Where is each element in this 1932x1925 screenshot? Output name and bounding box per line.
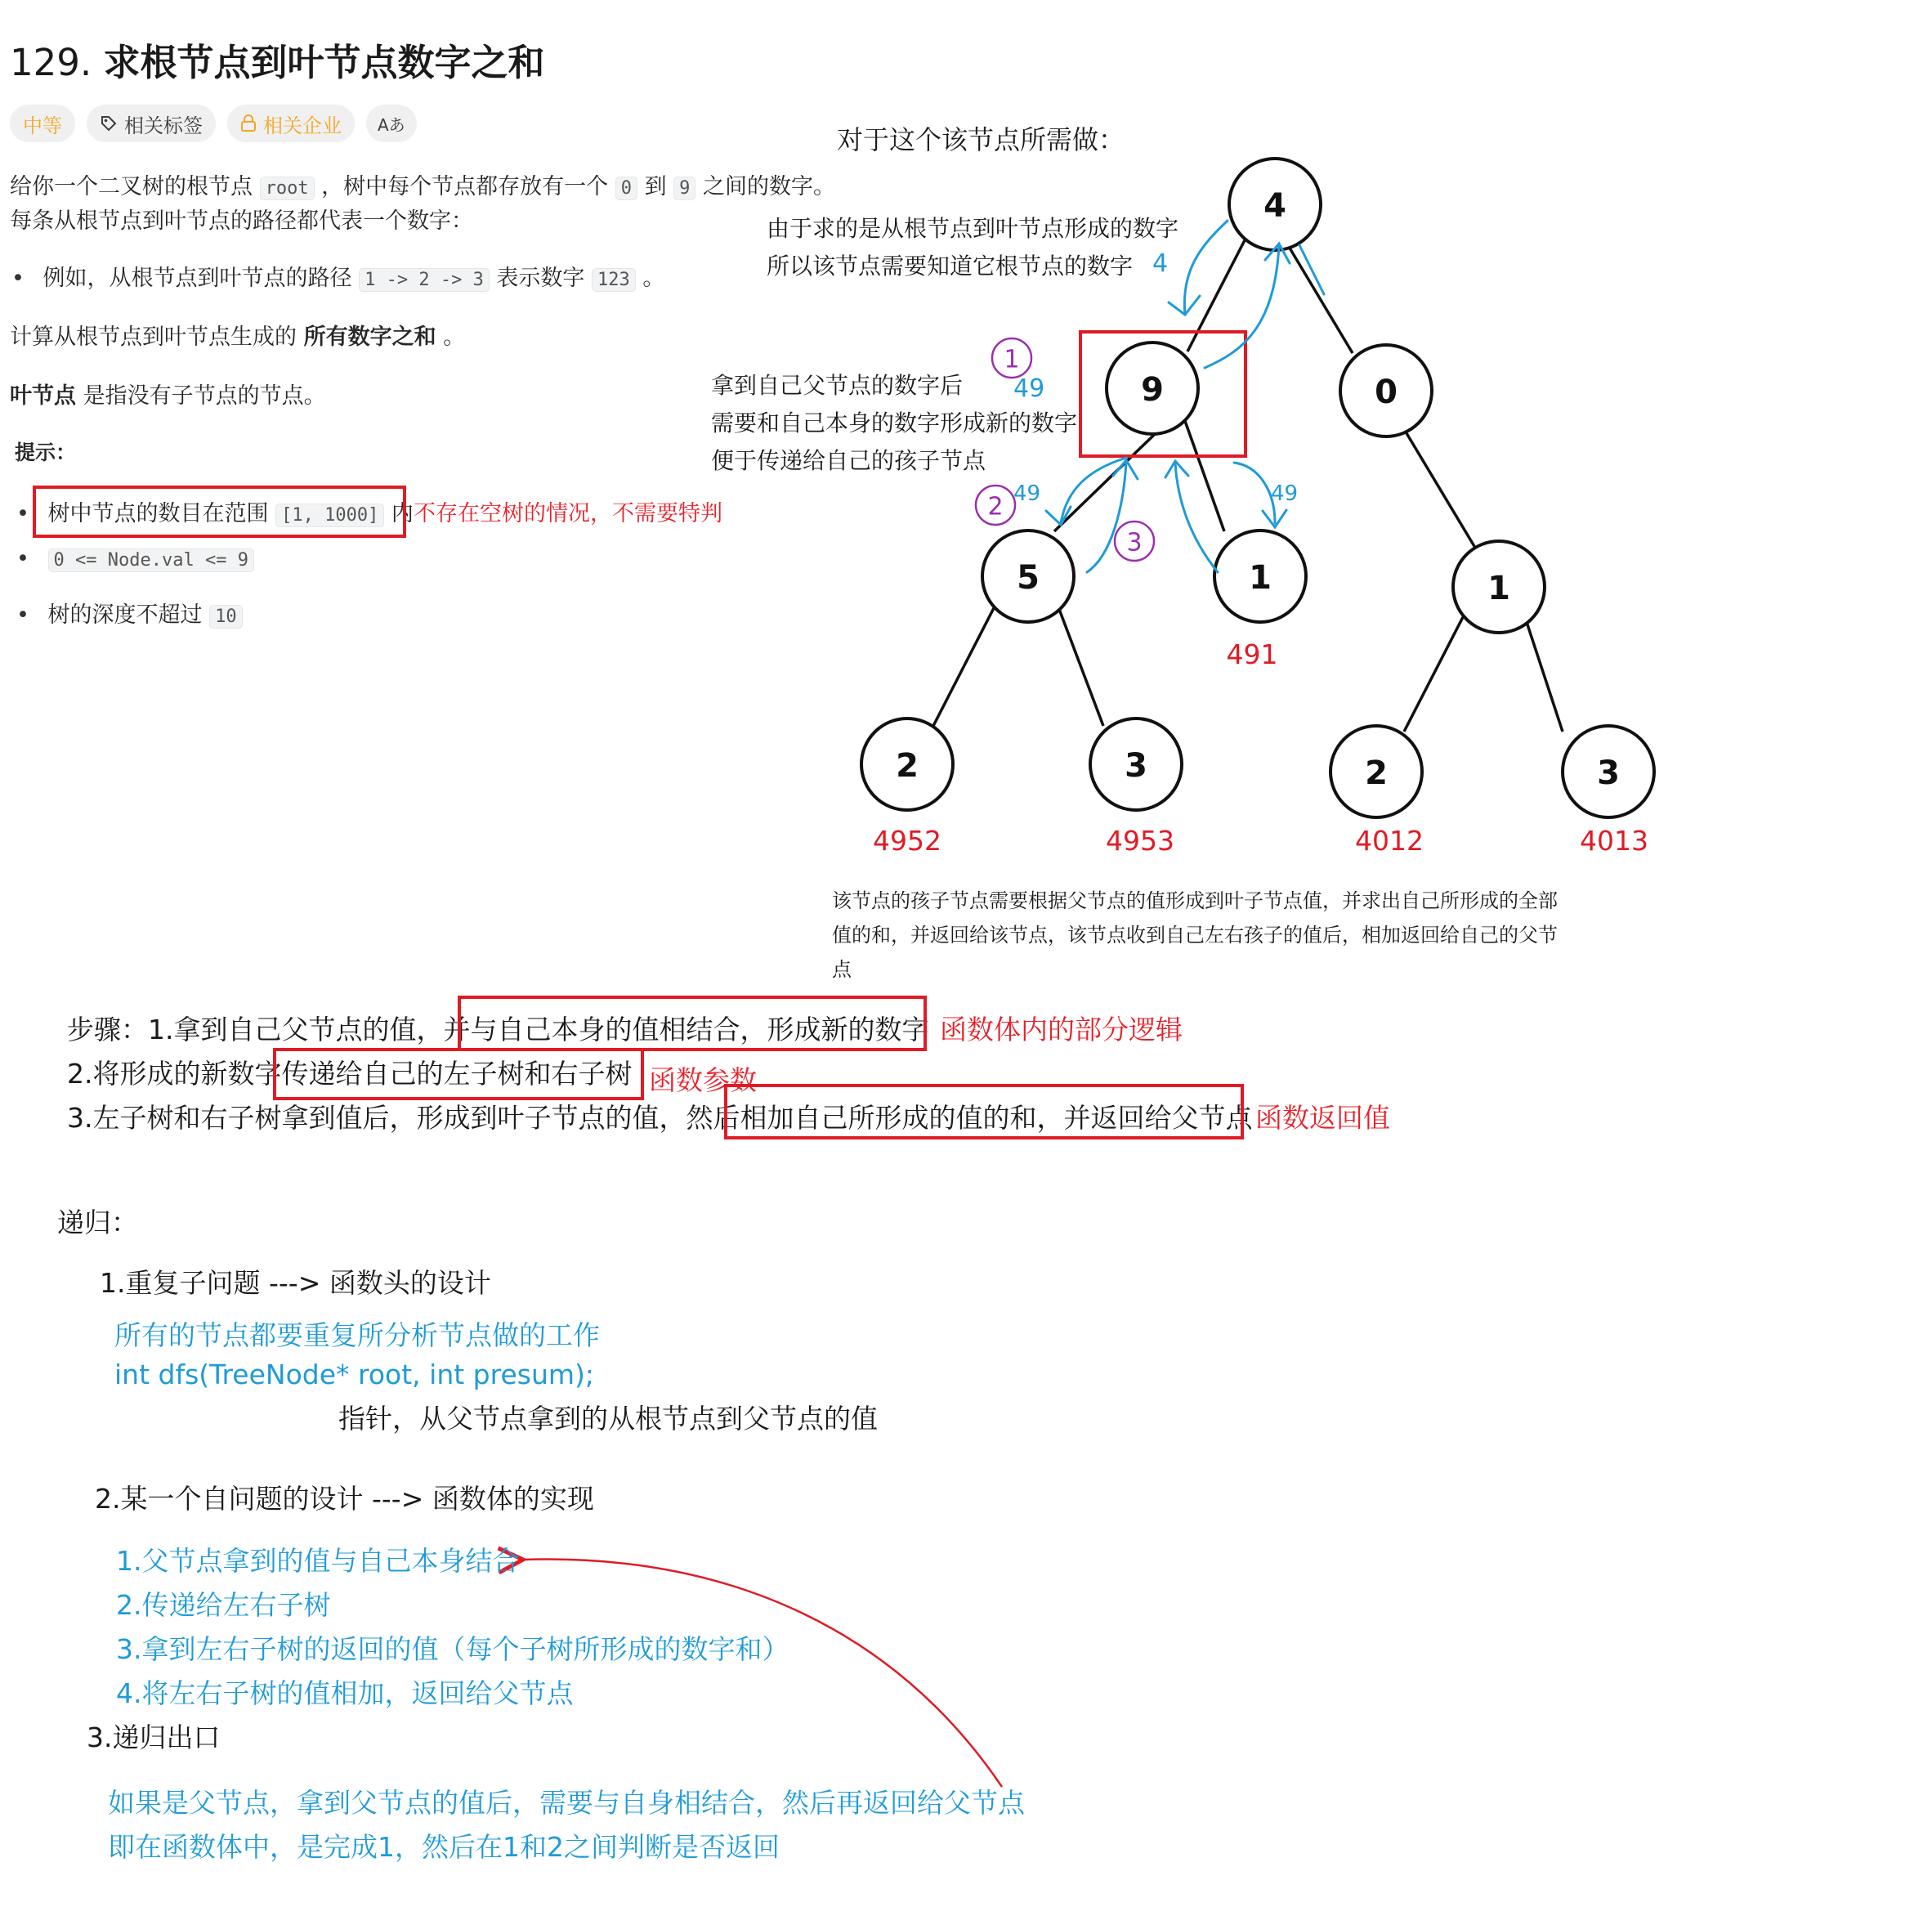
- node-3a-label: 3: [1125, 747, 1147, 785]
- step-2-highlight-box: [273, 1048, 644, 1100]
- recursion-point-1: 1.重复子问题 ---> 函数头的设计: [100, 1267, 491, 1299]
- hint-item-3: • 树的深度不超过 10: [16, 597, 243, 629]
- sum-4952: 4952: [873, 825, 941, 857]
- nine-note-line-3: 便于传递给自己的孩子节点: [711, 447, 986, 474]
- sum-4953: 4953: [1106, 825, 1174, 857]
- node-3b-label: 3: [1597, 754, 1620, 792]
- related-companies-button[interactable]: 相关企业: [227, 105, 355, 142]
- leaf-definition: 叶节点 是指没有子节点的节点。: [10, 383, 326, 409]
- recursion-point-2: 2.某一个自问题的设计 ---> 函数体的实现: [95, 1483, 594, 1515]
- sum-4013: 4013: [1580, 825, 1648, 857]
- recursion-title: 递归：: [57, 1206, 138, 1238]
- step-2: 2.将形成的新数字传递给自己的左子树和右子树: [67, 1058, 633, 1090]
- node-5-label: 5: [1017, 559, 1040, 597]
- recursion-item-3: 3.拿到左右子树的返回的值（每个子树所形成的数字和）: [116, 1633, 789, 1665]
- step-1-highlight-box: [458, 996, 927, 1051]
- related-tags-button[interactable]: 相关标签: [87, 105, 216, 142]
- step-mark-2: 2: [987, 492, 1004, 522]
- nine-note-line-1: 拿到自己父节点的数字后: [711, 372, 964, 399]
- step-mark-1: 1: [1004, 345, 1020, 374]
- step-1-note: 函数体内的部分逻辑: [940, 1014, 1183, 1045]
- recursion-point-3: 3.递归出口: [87, 1721, 221, 1753]
- node-0-label: 0: [1375, 374, 1398, 411]
- recursion-item-4: 4.将左右子树的值相加，返回给父节点: [116, 1677, 574, 1709]
- node-4-label: 4: [1263, 187, 1286, 225]
- hints-title: 提示：: [15, 441, 77, 464]
- node-1a-label: 1: [1249, 559, 1272, 597]
- description-line-2: 每条从根节点到叶节点的路径都代表一个数字：: [10, 208, 473, 234]
- bottom-note-line-2: 值的和，并返回给该节点，该节点收到自己左右孩子的值后，相加返回给自己的父节: [832, 924, 1558, 947]
- step-2-note: 函数参数: [649, 1064, 757, 1096]
- step-3: 3.左子树和右子树拿到值后，形成到叶子节点的值，然后相加自己所形成的值的和，并返回给父节点: [67, 1102, 1253, 1134]
- recursion-exit-note-2: 即在函数体中，是完成1，然后在1和2之间判断是否返回: [108, 1831, 780, 1863]
- recursion-exit-note-1: 如果是父节点，拿到父节点的值后，需要与自身相结合，然后再返回给父节点: [108, 1787, 1025, 1819]
- root-passed-value: 4: [1152, 249, 1169, 278]
- sum-491: 491: [1226, 638, 1278, 670]
- recursion-point-1-c: 指针，从父节点拿到的从根节点到父节点的值: [338, 1403, 878, 1435]
- translate-icon: Aあ: [378, 114, 405, 135]
- bottom-note-line-3: 点: [832, 958, 852, 981]
- pass-49-label-b: 49: [1013, 481, 1041, 506]
- example-item: • 例如，从根节点到叶节点的路径 1 -> 2 -> 3 表示数字 123 。: [11, 260, 664, 292]
- pass-49-label-c: 49: [1271, 481, 1299, 506]
- node-2b-label: 2: [1365, 754, 1388, 792]
- bottom-note-line-1: 该节点的孩子节点需要根据父节点的值形成到叶子节点值，并求出自己所形成的全部: [832, 889, 1558, 912]
- recursion-point-1-a: 所有的节点都要重复所分析节点做的工作: [114, 1319, 600, 1351]
- pass-49-label-a: 49: [1013, 374, 1045, 403]
- step-3-note: 函数返回值: [1255, 1102, 1390, 1134]
- root-note-line-1: 由于求的是从根节点到叶节点形成的数字: [767, 215, 1179, 242]
- recursion-item-1: 1.父节点拿到的值与自己本身结合: [116, 1545, 520, 1577]
- compute-text: 计算从根节点到叶节点生成的 所有数字之和 。: [10, 325, 466, 350]
- step-1: 步骤：1.拿到自己父节点的值，并与自己本身的值相结合，形成新的数字: [67, 1014, 929, 1045]
- diagram-heading: 对于这个该节点所需做：: [837, 124, 1125, 155]
- node-1b-label: 1: [1487, 570, 1510, 607]
- red-long-arrow: [523, 1560, 1002, 1787]
- problem-number: 129.: [10, 41, 92, 84]
- root-note-line-2: 所以该节点需要知道它根节点的数字: [767, 253, 1134, 280]
- problem-name: 求根节点到叶节点数字之和: [103, 41, 545, 84]
- hint-1-note: 不存在空树的情况，不需要特判: [414, 501, 722, 526]
- step-mark-3: 3: [1126, 528, 1143, 557]
- hint-item-2: • 0 <= Node.val <= 9: [16, 546, 254, 571]
- difficulty-badge[interactable]: 中等: [10, 105, 75, 142]
- recursion-point-1-b: int dfs(TreeNode* root, int presum);: [114, 1359, 595, 1390]
- description-line-1: 给你一个二叉树的根节点 root ，树中每个节点都存放有一个 0 到 9 之间的数字。: [10, 174, 836, 199]
- sum-4012: 4012: [1355, 825, 1424, 857]
- node-9-label: 9: [1141, 371, 1164, 409]
- hint-item-1: • 树中节点的数目在范围 [1, 1000] 内: [16, 495, 414, 527]
- step-3-highlight-box: [724, 1084, 1244, 1139]
- nine-note-line-2: 需要和自己本身的数字形成新的数字: [711, 410, 1078, 436]
- node-2a-label: 2: [896, 747, 919, 785]
- recursion-item-2: 2.传递给左右子树: [116, 1589, 331, 1621]
